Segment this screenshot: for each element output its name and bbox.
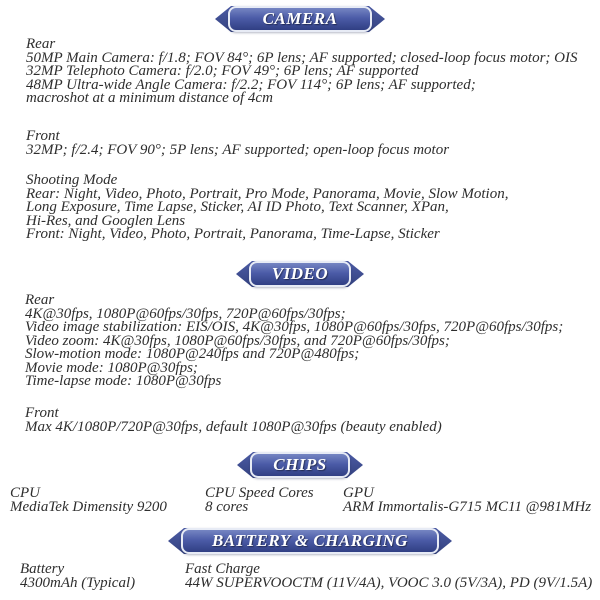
fast-charge-label: Fast Charge [185, 561, 260, 577]
battery-capacity-column [20, 563, 135, 590]
video-front-heading: Front [25, 405, 59, 421]
chips-cpu-speed-column [205, 487, 314, 514]
ribbon-pill [228, 6, 372, 32]
video-rear-specs [25, 294, 563, 389]
section-title-battery: BATTERY & CHARGING [211, 531, 409, 550]
spec-line: Video image stabilization: EIS/OIS, 4K@30fps, 1080P@60fps/30fps, 720P@60fps/30fps; [25, 319, 564, 335]
camera-shooting-mode-specs [26, 174, 508, 242]
cpu-value: MediaTek Dimensity 9200 [10, 498, 167, 515]
section-banner-camera [215, 6, 385, 32]
spec-line: 4K@30fps, 1080P@60fps/30fps, 720P@60fps/30fps; [25, 305, 346, 322]
spec-line: macroshot at a minimum distance of 4cm [26, 90, 273, 106]
battery-value: 4300mAh (Typical) [20, 574, 136, 591]
spec-line: Movie mode: 1080P@30fps; [25, 359, 198, 376]
spec-line: 50MP Main Camera: f/1.8; FOV 84°; 6P lens; AF supported; closed-loop focus motor; OIS [26, 49, 578, 66]
chips-cpu-column [10, 487, 167, 514]
section-title-chips: CHIPS [273, 455, 327, 474]
spec-line: Long Exposure, Time Lapse, Sticker, AI ID Photo, Text Scanner, XPan, [26, 199, 449, 215]
camera-rear-heading: Rear [26, 36, 56, 52]
cpu-speed-label: CPU Speed Cores [205, 485, 314, 501]
battery-label: Battery [20, 561, 65, 577]
section-banner-battery [168, 528, 452, 554]
spec-line: 32MP Telephoto Camera: f/2.0; FOV 49°; 6P lens; AF supported [26, 63, 419, 79]
chips-gpu-column [343, 487, 591, 514]
spec-line: Slow-motion mode: 1080P@240fps and 720P@480fps; [25, 346, 360, 362]
spec-line: Video zoom: 4K@30fps, 1080P@60fps/30fps, and 720P@60fps/30fps; [25, 332, 450, 349]
gpu-label: GPU [343, 485, 374, 501]
shooting-mode-heading: Shooting Mode [26, 172, 118, 188]
camera-rear-specs [26, 38, 578, 106]
camera-front-specs [26, 130, 449, 157]
spec-line: 32MP; f/2.4; FOV 90°; 5P lens; AF supported; open-loop focus motor [26, 141, 450, 158]
spec-line: Max 4K/1080P/720P@30fps, default 1080P@30fps (beauty enabled) [25, 418, 442, 435]
spec-line: 48MP Ultra-wide Angle Camera: f/2.2; FOV 114°; 6P lens; AF supported; [26, 76, 476, 93]
spec-line: Hi-Res, and Googlen Lens [26, 212, 186, 229]
ribbon-pill [249, 261, 351, 287]
camera-front-heading: Front [26, 128, 60, 144]
spec-line: Front: Night, Video, Photo, Portrait, Panorama, Time-Lapse, Sticker [26, 226, 440, 242]
fast-charge-value: 44W SUPERVOOCTM (11V/4A), VOOC 3.0 (5V/3A), PD (9V/1.5A) [185, 574, 593, 591]
section-banner-video [236, 261, 364, 287]
video-front-specs [25, 407, 442, 434]
section-title-camera: CAMERA [262, 9, 338, 28]
spec-line: Rear: Night, Video, Photo, Portrait, Pro Mode, Panorama, Movie, Slow Motion, [26, 185, 509, 202]
ribbon-pill [250, 452, 350, 478]
cpu-speed-value: 8 cores [205, 498, 249, 515]
spec-line: Time-lapse mode: 1080P@30fps [25, 373, 222, 389]
ribbon-pill [181, 528, 439, 554]
cpu-label: CPU [10, 485, 40, 501]
section-banner-chips [237, 452, 363, 478]
battery-fast-charge-column [185, 563, 592, 590]
gpu-value: ARM Immortalis-G715 MC11 @981MHz [343, 498, 592, 515]
section-title-video: VIDEO [271, 264, 329, 283]
video-rear-heading: Rear [25, 292, 55, 308]
